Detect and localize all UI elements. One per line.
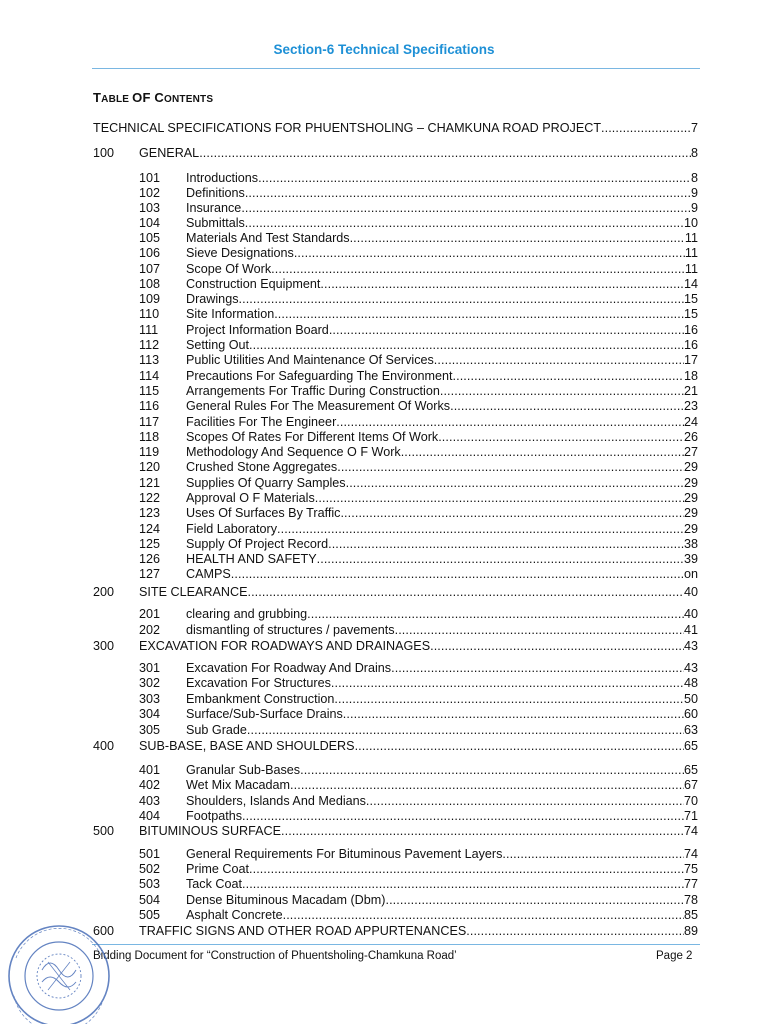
toc-entry-page: 39 — [683, 552, 698, 566]
toc-entry-page: 77 — [683, 877, 698, 891]
toc-entry[interactable] — [139, 551, 698, 567]
toc-entry[interactable] — [139, 521, 698, 537]
footer-page-number: Page 2 — [656, 950, 693, 962]
toc-entry-title: EXCAVATION FOR ROADWAYS AND DRAINAGES — [139, 639, 431, 653]
toc-entry-number: 505 — [139, 908, 161, 922]
toc-entry[interactable] — [139, 876, 698, 892]
toc-entry-title: dismantling of structures / pavements — [186, 623, 395, 637]
toc-entry-title: Excavation For Roadway And Drains — [186, 661, 392, 675]
toc-heading-t2: ABLE — [101, 94, 133, 105]
toc-entry-leader — [245, 215, 684, 231]
toc-entry-title: Setting Out — [186, 338, 250, 352]
toc-heading-t3: OF C — [132, 90, 165, 105]
toc-entry-title: Sub Grade — [186, 723, 247, 737]
toc-entry-page: 29 — [683, 522, 698, 536]
toc-entry-title: SITE CLEARANCE — [139, 585, 248, 599]
toc-entry-title: Dense Bituminous Macadam (Dbm) — [186, 893, 386, 907]
toc-entry-leader — [340, 505, 684, 521]
toc-heading-t4: ONTENTS — [164, 94, 214, 105]
toc-entry-number: 302 — [139, 676, 161, 690]
toc-entry-number: 113 — [139, 353, 160, 367]
toc-entry-number: 122 — [139, 491, 161, 505]
toc-entry-title: Crushed Stone Aggregates — [186, 460, 338, 474]
toc-entry-number: 126 — [139, 552, 161, 566]
toc-entry-leader — [245, 185, 691, 201]
toc-entry-page: 89 — [683, 924, 698, 938]
toc-entry-number: 108 — [139, 277, 161, 291]
toc-entry-title: Facilities For The Engineer — [186, 415, 337, 429]
toc-entry-page: 17 — [683, 353, 698, 367]
toc-entry[interactable] — [93, 145, 698, 161]
toc-entry[interactable] — [139, 907, 698, 923]
toc-entry-number: 109 — [139, 292, 161, 306]
toc-entry-title: Project Information Board — [186, 323, 329, 337]
toc-entry-title: Introductions — [186, 171, 259, 185]
toc-entry-leader — [450, 398, 684, 414]
toc-entry-page: 74 — [683, 824, 698, 838]
toc-entry-page: 10 — [683, 216, 698, 230]
toc-entry-leader — [350, 230, 685, 246]
toc-entry-title: HEALTH AND SAFETY — [186, 552, 317, 566]
toc-entry[interactable] — [139, 291, 698, 307]
footer-divider — [92, 944, 700, 945]
toc-entry-page: 60 — [683, 707, 698, 721]
toc-entry[interactable] — [139, 892, 698, 908]
toc-entry-title: Arrangements For Traffic During Construction — [186, 384, 440, 398]
toc-entry-page: 9 — [690, 201, 698, 215]
toc-entry[interactable] — [139, 414, 698, 430]
toc-entry[interactable] — [93, 120, 698, 136]
toc-entry-leader — [453, 368, 684, 384]
toc-entry-page: 11 — [684, 262, 698, 276]
toc-entry-number: 120 — [139, 460, 161, 474]
toc-entry-page: 65 — [683, 739, 698, 753]
toc-entry-title: Site Information — [186, 307, 275, 321]
toc-entry[interactable] — [139, 459, 698, 475]
toc-entry-number: 402 — [139, 778, 161, 792]
toc-entry-leader — [307, 606, 684, 622]
toc-entry-title: Tack Coat — [186, 877, 242, 891]
toc-entry-number: 200 — [93, 585, 115, 599]
toc-entry-number: 501 — [139, 847, 161, 861]
toc-entry-number: 118 — [139, 430, 160, 444]
toc-entry-title: Scopes Of Rates For Different Items Of Work — [186, 430, 439, 444]
toc-entry-number: 600 — [93, 924, 115, 938]
toc-entry-leader — [241, 200, 691, 216]
toc-entry[interactable] — [139, 352, 698, 368]
toc-entry-title: Asphalt Concrete — [186, 908, 283, 922]
toc-entry-number: 125 — [139, 537, 161, 551]
toc-entry-leader — [329, 322, 684, 338]
toc-entry-title: Prime Coat — [186, 862, 249, 876]
toc-entry-leader — [317, 551, 684, 567]
toc-entry-page: 71 — [683, 809, 698, 823]
toc-entry[interactable] — [139, 322, 698, 338]
toc-entry[interactable] — [139, 261, 698, 277]
toc-entry-page: 26 — [683, 430, 698, 444]
toc-entry-number: 111 — [139, 323, 159, 337]
toc-entry-leader — [438, 429, 684, 445]
toc-entry-title: Sieve Designations — [186, 246, 294, 260]
toc-entry-page: 29 — [683, 506, 698, 520]
toc-entry-leader — [258, 170, 691, 186]
toc-entry-number: 401 — [139, 763, 161, 777]
toc-entry-title: General Rules For The Measurement Of Works — [186, 399, 451, 413]
toc-heading-t1: T — [93, 90, 102, 105]
department-of-roads-seal-icon — [2, 918, 116, 1024]
toc-entry-title: Insurance — [186, 201, 242, 215]
toc-entry-leader — [601, 120, 691, 136]
toc-entry[interactable] — [139, 230, 698, 246]
toc-entry-leader — [249, 861, 684, 877]
toc-entry-title: TRAFFIC SIGNS AND OTHER ROAD APPURTENANCES — [139, 924, 467, 938]
toc-entry-page: 38 — [683, 537, 698, 551]
toc-entry-page: 29 — [683, 491, 698, 505]
toc-entry-leader — [199, 145, 691, 161]
toc-entry-title: Field Laboratory — [186, 522, 278, 536]
toc-entry[interactable] — [139, 846, 698, 862]
toc-entry-title: General Requirements For Bituminous Pavement Layers — [186, 847, 503, 861]
toc-entry-page: 23 — [683, 399, 698, 413]
toc-entry[interactable] — [139, 606, 698, 622]
toc-entry-number: 115 — [139, 384, 160, 398]
toc-entry-page: 40 — [683, 607, 698, 621]
toc-entry-leader — [294, 245, 685, 261]
toc-entry-number: 500 — [93, 824, 115, 838]
toc-entry-title: Shoulders, Islands And Medians — [186, 794, 366, 808]
toc-entry-leader — [290, 777, 684, 793]
toc-entry-number: 301 — [139, 661, 161, 675]
toc-entry[interactable] — [139, 429, 698, 445]
toc-entry-leader — [366, 793, 684, 809]
toc-entry-number: 102 — [139, 186, 161, 200]
toc-entry-number: 100 — [93, 146, 115, 160]
toc-entry-leader — [283, 907, 684, 923]
toc-entry-leader — [277, 521, 684, 537]
toc-entry-number: 101 — [139, 171, 161, 185]
toc-entry-number: 123 — [139, 506, 161, 520]
toc-entry[interactable] — [93, 823, 698, 839]
toc-entry-page: 63 — [683, 723, 698, 737]
toc-entry-title: Drawings — [186, 292, 239, 306]
toc-entry-leader — [274, 306, 684, 322]
toc-entry-leader — [281, 823, 684, 839]
toc-entry-leader — [242, 808, 684, 824]
toc-entry-leader — [502, 846, 684, 862]
toc-entry[interactable] — [139, 691, 698, 707]
toc-entry-number: 103 — [139, 201, 161, 215]
toc-entry-page: 43 — [683, 639, 698, 653]
toc-entry-number: 403 — [139, 794, 161, 808]
toc-entry-title: Surface/Sub-Surface Drains — [186, 707, 343, 721]
toc-entry[interactable] — [139, 276, 698, 292]
toc-entry-page: 27 — [683, 445, 698, 459]
toc-entry[interactable] — [93, 638, 698, 654]
toc-entry-number: 107 — [139, 262, 161, 276]
toc-entry[interactable] — [139, 777, 698, 793]
toc-entry-leader — [239, 291, 684, 307]
toc-entry-title: Wet Mix Macadam — [186, 778, 291, 792]
toc-entry[interactable] — [139, 566, 698, 582]
toc-entry[interactable] — [139, 762, 698, 778]
toc-entry-title: Construction Equipment — [186, 277, 321, 291]
toc-entry-leader — [300, 762, 684, 778]
toc-entry[interactable] — [139, 383, 698, 399]
toc-entry-number: 404 — [139, 809, 161, 823]
toc-entry-page: 15 — [683, 292, 698, 306]
toc-entry[interactable] — [139, 622, 698, 638]
toc-entry-title: clearing and grubbing — [186, 607, 308, 621]
toc-entry[interactable] — [139, 170, 698, 186]
toc-entry-leader — [320, 276, 684, 292]
toc-entry-page: 14 — [683, 277, 698, 291]
toc-entry-title: TECHNICAL SPECIFICATIONS FOR PHUENTSHOLING – CHAMKUNA ROAD PROJECT — [93, 121, 602, 135]
toc-entry-page: 11 — [684, 231, 698, 245]
toc-entry-title: Materials And Test Standards — [186, 231, 350, 245]
toc-entry-leader — [271, 261, 685, 277]
toc-entry[interactable] — [139, 368, 698, 384]
toc-entry-leader — [343, 706, 684, 722]
toc-entry-title: Uses Of Surfaces By Traffic — [186, 506, 341, 520]
toc-entry-title: CAMPS — [186, 567, 231, 581]
toc-entry-number: 502 — [139, 862, 161, 876]
toc-entry-page: 8 — [690, 171, 698, 185]
toc-entry-leader — [395, 622, 684, 638]
toc-entry-number: 110 — [139, 307, 160, 321]
toc-entry-title: Footpaths — [186, 809, 243, 823]
toc-entry-leader — [337, 459, 684, 475]
toc-entry-title: Public Utilities And Maintenance Of Services — [186, 353, 434, 367]
toc-entry-leader — [247, 722, 684, 738]
footer-document-title: Bidding Document for “Construction of Phuentsholing-Chamkuna Road’ — [93, 950, 457, 962]
toc-entry-page: 75 — [683, 862, 698, 876]
section-header: Section-6 Technical Specifications — [273, 42, 495, 57]
toc-entry-number: 304 — [139, 707, 161, 721]
toc-entry-number: 104 — [139, 216, 161, 230]
toc-entry[interactable] — [139, 706, 698, 722]
toc-entry-page: 85 — [683, 908, 698, 922]
toc-entry-leader — [355, 738, 684, 754]
toc-entry-number: 201 — [139, 607, 161, 621]
toc-entry-number: 400 — [93, 739, 115, 753]
toc-entry-leader — [401, 444, 684, 460]
toc-entry-page: 7 — [690, 121, 698, 135]
toc-entry-number: 105 — [139, 231, 161, 245]
toc-entry-page: 70 — [683, 794, 698, 808]
toc-entry-page: on — [683, 567, 698, 581]
toc-entry-page: 43 — [683, 661, 698, 675]
toc-entry[interactable] — [139, 660, 698, 676]
toc-entry-leader — [242, 876, 684, 892]
toc-entry-number: 106 — [139, 246, 161, 260]
toc-entry-number: 300 — [93, 639, 115, 653]
toc-entry-number: 303 — [139, 692, 161, 706]
toc-entry-leader — [466, 923, 684, 939]
toc-entry-leader — [231, 566, 684, 582]
toc-entry[interactable] — [139, 808, 698, 824]
toc-entry-page: 15 — [683, 307, 698, 321]
toc-entry-number: 121 — [139, 476, 161, 490]
toc-entry-leader — [440, 383, 684, 399]
toc-entry-page: 24 — [683, 415, 698, 429]
toc-entry[interactable] — [93, 584, 698, 600]
toc-entry-title: Submittals — [186, 216, 245, 230]
toc-entry-number: 116 — [139, 399, 160, 413]
toc-entry[interactable] — [139, 337, 698, 353]
toc-entry[interactable] — [139, 475, 698, 491]
toc-entry-number: 114 — [139, 369, 160, 383]
toc-entry-page: 41 — [683, 623, 698, 637]
toc-entry-leader — [331, 675, 684, 691]
toc-entry-title: Embankment Construction — [186, 692, 335, 706]
toc-entry[interactable] — [93, 923, 698, 939]
toc-entry-number: 119 — [139, 445, 160, 459]
toc-entry[interactable] — [139, 215, 698, 231]
toc-entry-title: BITUMINOUS SURFACE — [139, 824, 282, 838]
toc-entry-number: 503 — [139, 877, 161, 891]
toc-entry-title: Excavation For Structures — [186, 676, 331, 690]
toc-entry-leader — [336, 414, 684, 430]
toc-entry-page: 21 — [683, 384, 698, 398]
toc-entry[interactable] — [139, 722, 698, 738]
toc-entry[interactable] — [139, 444, 698, 460]
toc-entry[interactable] — [139, 185, 698, 201]
toc-entry-page: 78 — [683, 893, 698, 907]
toc-entry-page: 16 — [683, 338, 698, 352]
toc-entry-title: Definitions — [186, 186, 245, 200]
toc-entry-title: Approval O F Materials — [186, 491, 315, 505]
toc-entry[interactable] — [139, 306, 698, 322]
toc-entry-leader — [249, 337, 684, 353]
toc-entry-number: 124 — [139, 522, 161, 536]
toc-entry-page: 48 — [683, 676, 698, 690]
toc-entry-title: Supplies Of Quarry Samples — [186, 476, 346, 490]
toc-entry-title: Supply Of Project Record — [186, 537, 329, 551]
toc-entry-leader — [391, 660, 684, 676]
toc-entry-page: 16 — [683, 323, 698, 337]
toc-entry-number: 305 — [139, 723, 161, 737]
toc-entry-number: 112 — [139, 338, 160, 352]
toc-entry[interactable] — [139, 245, 698, 261]
toc-entry-page: 50 — [683, 692, 698, 706]
toc-entry-page: 18 — [683, 369, 698, 383]
toc-entry-number: 504 — [139, 893, 161, 907]
toc-entry-title: Granular Sub-Bases — [186, 763, 301, 777]
toc-entry-page: 65 — [683, 763, 698, 777]
toc-entry-page: 29 — [683, 460, 698, 474]
toc-entry-page: 74 — [683, 847, 698, 861]
toc-entry[interactable] — [139, 536, 698, 552]
toc-entry-page: 9 — [690, 186, 698, 200]
toc-entry-page: 11 — [684, 246, 698, 260]
toc-entry-leader — [328, 536, 684, 552]
toc-entry-leader — [315, 490, 684, 506]
toc-entry-page: 40 — [683, 585, 698, 599]
toc-entry[interactable] — [139, 505, 698, 521]
toc-entry-leader — [434, 352, 684, 368]
toc-entry-number: 202 — [139, 623, 161, 637]
toc-entry-title: Methodology And Sequence O F Work — [186, 445, 401, 459]
toc-entry[interactable] — [139, 675, 698, 691]
toc-entry-leader — [247, 584, 684, 600]
toc-entry-number: 127 — [139, 567, 161, 581]
toc-entry-page: 29 — [683, 476, 698, 490]
toc-entry-page: 67 — [683, 778, 698, 792]
toc-entry-leader — [430, 638, 684, 654]
toc-entry-leader — [346, 475, 684, 491]
toc-entry[interactable] — [139, 793, 698, 809]
toc-entry-title: Precautions For Safeguarding The Environment — [186, 369, 453, 383]
toc-entry[interactable] — [139, 490, 698, 506]
toc-entry-leader — [334, 691, 684, 707]
toc-entry-leader — [385, 892, 684, 908]
toc-entry[interactable] — [139, 200, 698, 216]
toc-entry[interactable] — [139, 861, 698, 877]
toc-entry-title: SUB-BASE, BASE AND SHOULDERS — [139, 739, 355, 753]
toc-entry[interactable] — [139, 398, 698, 414]
toc-entry-title: GENERAL — [139, 146, 200, 160]
toc-entry-page: 8 — [690, 146, 698, 160]
toc-entry[interactable] — [93, 738, 698, 754]
toc-entry-number: 117 — [139, 415, 160, 429]
toc-entry-title: Scope Of Work — [186, 262, 272, 276]
